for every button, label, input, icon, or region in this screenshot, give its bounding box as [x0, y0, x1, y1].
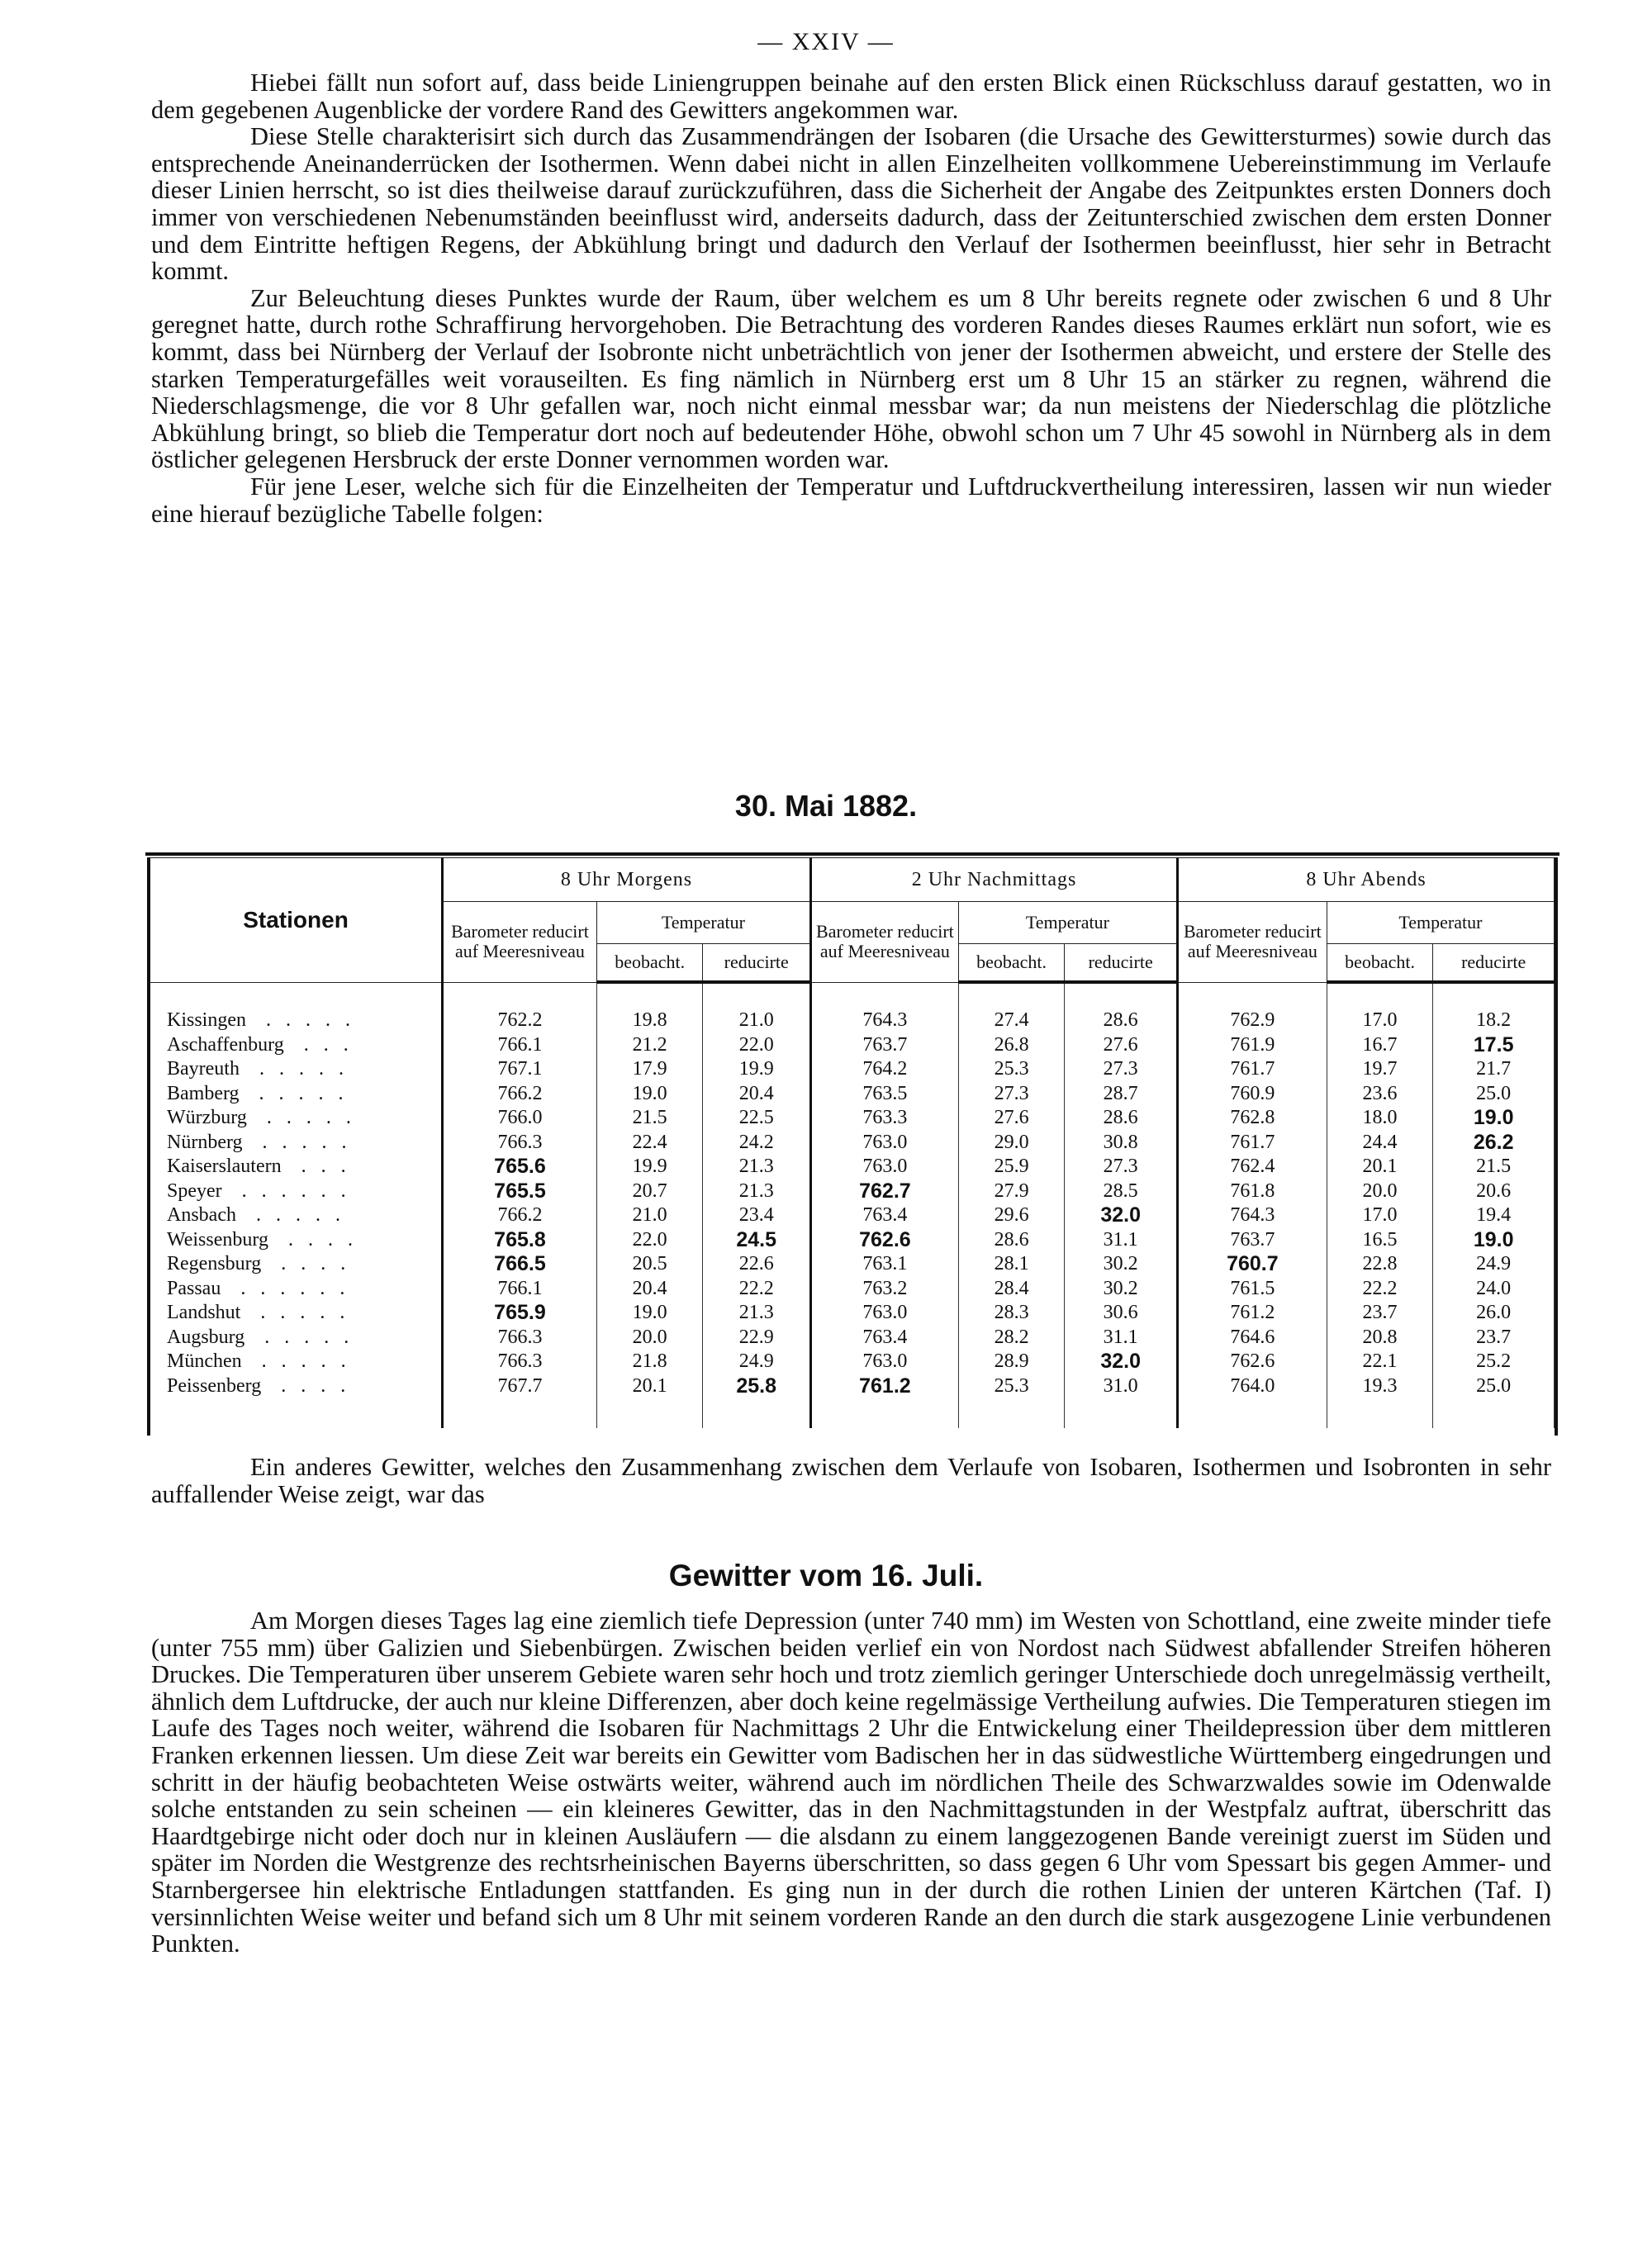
table-cell: 30.8 — [1065, 1131, 1178, 1156]
section-title: Gewitter vom 16. Juli. — [668, 1559, 984, 1592]
table-cell: 766.3 — [443, 1326, 597, 1350]
table-cell: 763.0 — [811, 1301, 959, 1326]
station-label: Bayreuth — [167, 1058, 240, 1080]
table-cell: 20.0 — [596, 1326, 703, 1350]
leader-dots: ... — [283, 1033, 363, 1056]
table-cell: 763.0 — [811, 1155, 959, 1179]
table-cell: 763.2 — [811, 1277, 959, 1302]
table-cell: 764.3 — [1177, 1203, 1327, 1228]
table-cell: 766.1 — [443, 1277, 597, 1302]
leader-dots: ..... — [242, 1131, 362, 1153]
table-body — [150, 982, 1555, 1428]
table-cell: 22.1 — [1327, 1350, 1433, 1374]
table-row — [150, 1179, 1555, 1204]
table-cell: 29.6 — [958, 1203, 1065, 1228]
leader-dots: .... — [268, 1228, 368, 1251]
station-name — [150, 1082, 443, 1107]
station-name — [150, 1326, 443, 1350]
table-cell: 24.9 — [703, 1350, 811, 1374]
table-cell: 17.5 — [1433, 1033, 1555, 1058]
table-cell: 28.3 — [958, 1301, 1065, 1326]
leader-dots: ..... — [235, 1204, 355, 1226]
table-cell: 28.4 — [958, 1277, 1065, 1302]
table-cell: 24.2 — [703, 1131, 811, 1156]
table-cell: 28.2 — [958, 1326, 1065, 1350]
leader-dots: ..... — [240, 1302, 360, 1323]
table-cell: 761.7 — [1177, 1057, 1327, 1082]
table-cell: 31.1 — [1065, 1326, 1178, 1350]
station-name — [150, 1277, 443, 1302]
table-cell: 22.0 — [596, 1228, 703, 1253]
table-cell: 762.6 — [1177, 1350, 1327, 1374]
table-cell: 767.1 — [443, 1057, 597, 1082]
barometer-header: Barometer reducirt auf Meeresniveau — [811, 902, 959, 983]
table-cell: 763.1 — [811, 1252, 959, 1277]
table-cell: 27.4 — [958, 1009, 1065, 1033]
table-row — [150, 1057, 1555, 1082]
station-label: Weissenburg — [167, 1228, 268, 1251]
station-name — [150, 1155, 443, 1179]
table-cell: 26.2 — [1433, 1131, 1555, 1156]
table-cell: 27.3 — [1065, 1155, 1178, 1179]
paragraph-3: Zur Beleuchtung dieses Punktes wurde der Raum, über welchem es um 8 Uhr bereits regnete oder zwischen 6 und 8 Uhr geregnet hatte, durch rothe Schraffirung hervorgehoben. Die Betrachtung des vorderen Randes dieses Raumes erklärt nun sofort, wie es kommt, dass bei Nürnberg der Verlauf der Isobronte nicht unbeträchtlich von jener der Isothermen abweicht, und erstere der Stelle des starken Temperaturgefälles weit vorauseilten. Es fing nämlich in Nürnberg erst um 8 Uhr 15 an stärker zu regnen, während die Niederschlagsmenge, die vor 8 Uhr gefallen war, noch nicht einmal messbar war; da nun meistens der Niederschlag die plötzliche Abkühlung bringt, so blieb die Temperatur dort noch auf bedeutender Höhe, obwohl schon um 7 Uhr 45 sowohl in Nürnberg als in dem östlicher gelegenen Hersbruck der erste Donner vernommen worden war. — [151, 283, 1551, 474]
table-cell: 764.0 — [1177, 1374, 1327, 1399]
table-cell: 762.9 — [1177, 1009, 1327, 1033]
table-cell: 30.6 — [1065, 1301, 1178, 1326]
table-cell: 17.0 — [1327, 1009, 1433, 1033]
station-label: Würzburg — [167, 1107, 247, 1128]
leader-dots: ..... — [239, 1082, 358, 1104]
table-title: 30. Mai 1882. — [734, 789, 918, 823]
paragraph-4: Für jene Leser, welche sich für die Einzelheiten der Temperatur und Luftdruckvertheilung interessiren, lassen wir nun wieder eine hierauf bezügliche Tabelle folgen: — [151, 472, 1551, 528]
station-label: Speyer — [167, 1179, 222, 1202]
table-cell: 27.3 — [958, 1082, 1065, 1107]
table-cell: 763.0 — [811, 1350, 959, 1374]
table-cell: 21.0 — [596, 1203, 703, 1228]
table-cell: 761.2 — [811, 1374, 959, 1399]
barometer-header: Barometer reducirt auf Meeresniveau — [443, 902, 597, 983]
table-cell: 20.1 — [596, 1374, 703, 1399]
table-row — [150, 1228, 1555, 1253]
leader-dots: ..... — [241, 1350, 361, 1372]
table-row — [150, 1033, 1555, 1058]
page-number: — XXIV — — [757, 28, 895, 55]
table-cell: 32.0 — [1065, 1203, 1178, 1228]
table-cell: 28.6 — [958, 1228, 1065, 1253]
table-cell: 25.2 — [1433, 1350, 1555, 1374]
table-cell: 22.8 — [1327, 1252, 1433, 1277]
table-row — [150, 1374, 1555, 1399]
temperatur-header: Temperatur — [596, 902, 810, 944]
table-cell: 19.7 — [1327, 1057, 1433, 1082]
table-cell: 767.7 — [443, 1374, 597, 1399]
leader-dots: .... — [261, 1253, 361, 1274]
table-cell: 17.9 — [596, 1057, 703, 1082]
table-cell: 25.9 — [958, 1155, 1065, 1179]
table-cell: 21.5 — [1433, 1155, 1555, 1179]
station-label: Kissingen — [167, 1009, 246, 1031]
table-cell: 19.9 — [703, 1057, 811, 1082]
weather-table — [147, 857, 1558, 1436]
table-cell: 17.0 — [1327, 1203, 1433, 1228]
table-row — [150, 1252, 1555, 1277]
section-text — [151, 1607, 1551, 1958]
table-cell: 21.3 — [703, 1155, 811, 1179]
table-row — [150, 1350, 1555, 1374]
paragraph-2: Diese Stelle charakterisirt sich durch das Zusammendrängen der Isobaren (die Ursache des Gewittersturmes) sowie durch das entsprechende Aneinanderrücken der Isothermen. Wenn dabei nicht in allen Einzelheiten vollkommene Uebereinstimmung im Verlaufe dieser Linien herrscht, so ist dies theilweise darauf zurückzuführen, dass die Sicherheit der Angabe des Zeitpunktes ersten Donners doch immer von verschiedenen Nebenumständen beeinflusst wird, anderseits dadurch, dass der Zeitunterschied zwischen dem ersten Donner und dem Eintritte heftigen Regens, der Abkühlung bringt und dadurch den Verlauf der Isothermen beeinflusst, hier sehr in Betracht kommt. — [151, 122, 1551, 286]
station-name — [150, 1301, 443, 1326]
table-cell: 761.5 — [1177, 1277, 1327, 1302]
table-cell: 21.0 — [703, 1009, 811, 1033]
table-cell: 763.0 — [811, 1131, 959, 1156]
table-cell: 765.9 — [443, 1301, 597, 1326]
after-table-text — [151, 1454, 1551, 1507]
table-cell: 763.3 — [811, 1106, 959, 1131]
table-cell: 760.9 — [1177, 1082, 1327, 1107]
table-cell: 761.8 — [1177, 1179, 1327, 1204]
beobacht-header: beobacht. — [596, 944, 703, 983]
table-cell: 765.6 — [443, 1155, 597, 1179]
table-cell: 23.7 — [1433, 1326, 1555, 1350]
table-cell: 20.5 — [596, 1252, 703, 1277]
table-cell: 28.9 — [958, 1350, 1065, 1374]
station-label: Passau — [167, 1277, 221, 1299]
temperatur-header: Temperatur — [958, 902, 1177, 944]
leader-dots: ...... — [221, 1179, 361, 1202]
table-cell: 32.0 — [1065, 1350, 1178, 1374]
beobacht-header: beobacht. — [958, 944, 1065, 983]
table-cell: 30.2 — [1065, 1277, 1178, 1302]
table-cell: 762.6 — [811, 1228, 959, 1253]
beobacht-header: beobacht. — [1327, 944, 1433, 983]
table-cell: 22.4 — [596, 1131, 703, 1156]
table-cell: 29.0 — [958, 1131, 1065, 1156]
table-row — [150, 1155, 1555, 1179]
station-label: München — [167, 1350, 242, 1372]
station-label: Regensburg — [167, 1253, 262, 1274]
table-cell: 765.5 — [443, 1179, 597, 1204]
group-header-nachmittags: 2 Uhr Nachmittags — [811, 858, 1178, 902]
table-cell: 19.0 — [596, 1082, 703, 1107]
leader-dots: .... — [261, 1374, 361, 1397]
table-cell: 762.2 — [443, 1009, 597, 1033]
station-name — [150, 1252, 443, 1277]
table-cell: 22.5 — [703, 1106, 811, 1131]
table-cell: 16.7 — [1327, 1033, 1433, 1058]
table-cell: 28.1 — [958, 1252, 1065, 1277]
table-cell: 764.6 — [1177, 1326, 1327, 1350]
station-label: Aschaffenburg — [167, 1033, 284, 1056]
table-cell: 25.3 — [958, 1374, 1065, 1399]
table-cell: 22.2 — [703, 1277, 811, 1302]
table-cell: 19.0 — [596, 1301, 703, 1326]
station-name — [150, 1203, 443, 1228]
leader-dots: ..... — [239, 1058, 358, 1080]
barometer-header: Barometer reducirt auf Meeresniveau — [1177, 902, 1327, 983]
table-cell: 766.2 — [443, 1203, 597, 1228]
table-cell: 20.4 — [703, 1082, 811, 1107]
table-cell: 19.0 — [1433, 1228, 1555, 1253]
station-label: Ansbach — [167, 1204, 236, 1226]
table-cell: 24.0 — [1433, 1277, 1555, 1302]
table-cell: 26.0 — [1433, 1301, 1555, 1326]
stationen-header: Stationen — [150, 858, 443, 983]
table-cell: 21.2 — [596, 1033, 703, 1058]
table-row — [150, 1203, 1555, 1228]
table-cell: 22.0 — [703, 1033, 811, 1058]
section-paragraph: Am Morgen dieses Tages lag eine ziemlich tiefe Depression (unter 740 mm) im Westen von Schottland, eine zweite minder tiefe (unter 755 mm) über Galizien und Siebenbürgen. Zwischen beiden verlief ein von Nordost nach Südwest abfallender Streifen höheren Druckes. Die Temperaturen über unserem Gebiete waren sehr hoch und trotz ziemlich geringer Unterschiede doch unregelmässig vertheilt, ähnlich dem Luftdrucke, der auch nur kleine Differenzen, aber doch keine regelmässige Vertheilung aufwies. Die Temperaturen stiegen im Laufe des Tages noch weiter, während die Isobaren für Nachmittags 2 Uhr die Entwickelung einer Theildepression über dem mittleren Franken erkennen liessen. Um diese Zeit war bereits ein Gewitter vom Badischen her in das südwestliche Württemberg eingedrungen und schritt in der häufig beobachteten Weise ostwärts weiter, während auch im nördlichen Theile des Schwarzwaldes sowie im Odenwalde solche entstanden zu sein scheinen — ein kleineres Gewitter, das in den Nachmittagstunden in der Westpfalz auftrat, überschritt das Haardtgebirge nicht oder doch nur in kleinen Ausläufern — die alsdann zu einem langgezogenen Bande vereinigt zuerst im Süden und später im Norden die Westgrenze des rechtsrheinischen Bayerns überschritten, so dass gegen 6 Uhr vom Spessart bis gegen Ammer- und Starnbergersee hin elektrische Entladungen stattfanden. Es ging nun in der durch die rothen Linien der unteren Kärtchen (Taf. I) versinnlichten Weise weiter und befand sich um 8 Uhr mit seinem vorderen Rande an den durch die stark ausgezogene Linie verbundenen Punkten. — [151, 1607, 1551, 1958]
reducirte-header: reducirte — [1065, 944, 1178, 983]
table-cell: 24.5 — [703, 1228, 811, 1253]
table-cell: 22.6 — [703, 1252, 811, 1277]
table-row — [150, 1131, 1555, 1156]
table-cell: 764.2 — [811, 1057, 959, 1082]
station-name — [150, 1009, 443, 1033]
table-cell: 16.5 — [1327, 1228, 1433, 1253]
station-label: Kaiserslautern — [167, 1156, 282, 1177]
table-cell: 766.3 — [443, 1350, 597, 1374]
table-cell: 23.6 — [1327, 1082, 1433, 1107]
table-cell: 31.0 — [1065, 1374, 1178, 1399]
paragraph-1: Hiebei fällt nun sofort auf, dass beide Liniengruppen beinahe auf den ersten Blick einen Rückschluss darauf gestatten, wo in dem gegebenen Augenblicke der vordere Rand des Gewitters angekommen war. — [151, 69, 1551, 124]
table-cell: 28.6 — [1065, 1009, 1178, 1033]
table-cell: 760.7 — [1177, 1252, 1327, 1277]
station-label: Augsburg — [167, 1326, 245, 1348]
table-cell: 22.9 — [703, 1326, 811, 1350]
table-cell: 25.0 — [1433, 1374, 1555, 1399]
table-cell: 28.7 — [1065, 1082, 1178, 1107]
leader-dots: ..... — [244, 1326, 364, 1348]
table-cell: 25.8 — [703, 1374, 811, 1399]
station-label: Bamberg — [167, 1082, 240, 1104]
table-row — [150, 1009, 1555, 1033]
group-header-abends: 8 Uhr Abends — [1177, 858, 1554, 902]
table-cell: 766.5 — [443, 1252, 597, 1277]
table-cell: 765.8 — [443, 1228, 597, 1253]
table-cell: 766.3 — [443, 1131, 597, 1156]
table-cell: 25.3 — [958, 1057, 1065, 1082]
reducirte-header: reducirte — [703, 944, 811, 983]
table-cell: 25.0 — [1433, 1082, 1555, 1107]
table-cell: 20.4 — [596, 1277, 703, 1302]
table-cell: 762.4 — [1177, 1155, 1327, 1179]
table-cell: 764.3 — [811, 1009, 959, 1033]
table-cell: 20.8 — [1327, 1326, 1433, 1350]
station-name — [150, 1057, 443, 1082]
table-cell: 761.2 — [1177, 1301, 1327, 1326]
table-cell: 761.9 — [1177, 1033, 1327, 1058]
reducirte-header: reducirte — [1433, 944, 1555, 983]
table-cell: 20.7 — [596, 1179, 703, 1204]
table-cell: 27.6 — [958, 1106, 1065, 1131]
leader-dots: ... — [281, 1156, 361, 1177]
table-cell: 20.0 — [1327, 1179, 1433, 1204]
table-cell: 21.8 — [596, 1350, 703, 1374]
table-cell: 18.0 — [1327, 1106, 1433, 1131]
table-cell: 27.3 — [1065, 1057, 1178, 1082]
table-cell: 763.4 — [811, 1203, 959, 1228]
after-table-paragraph: Ein anderes Gewitter, welches den Zusammenhang zwischen dem Verlaufe von Isobaren, Isothermen und Isobronten in sehr auffallender Weise zeigt, war das — [151, 1453, 1551, 1508]
table-cell: 762.8 — [1177, 1106, 1327, 1131]
table-cell: 30.2 — [1065, 1252, 1178, 1277]
table-cell: 18.2 — [1433, 1009, 1555, 1033]
table-cell: 27.9 — [958, 1179, 1065, 1204]
table-cell: 21.3 — [703, 1179, 811, 1204]
table-cell: 763.7 — [811, 1033, 959, 1058]
table-row — [150, 1106, 1555, 1131]
table-cell: 22.2 — [1327, 1277, 1433, 1302]
table-cell: 31.1 — [1065, 1228, 1178, 1253]
table-cell: 26.8 — [958, 1033, 1065, 1058]
table-cell: 28.5 — [1065, 1179, 1178, 1204]
table-cell: 21.5 — [596, 1106, 703, 1131]
table-cell: 766.0 — [443, 1106, 597, 1131]
table-cell: 27.6 — [1065, 1033, 1178, 1058]
table-cell: 19.8 — [596, 1009, 703, 1033]
table-cell: 23.7 — [1327, 1301, 1433, 1326]
table-cell: 19.9 — [596, 1155, 703, 1179]
leader-dots: ..... — [246, 1009, 365, 1031]
station-name — [150, 1131, 443, 1156]
station-name — [150, 1106, 443, 1131]
table-cell: 21.7 — [1433, 1057, 1555, 1082]
station-name — [150, 1350, 443, 1374]
leader-dots: ..... — [246, 1107, 366, 1128]
station-label: Landshut — [167, 1302, 241, 1323]
leader-dots: ...... — [221, 1277, 360, 1299]
intro-text — [151, 69, 1551, 527]
table-row — [150, 1301, 1555, 1326]
table-cell: 24.9 — [1433, 1252, 1555, 1277]
station-label: Nürnberg — [167, 1131, 243, 1153]
table-row — [150, 1082, 1555, 1107]
table-cell: 766.2 — [443, 1082, 597, 1107]
table-cell: 28.6 — [1065, 1106, 1178, 1131]
table-row — [150, 1277, 1555, 1302]
table-cell: 763.5 — [811, 1082, 959, 1107]
table-cell: 19.4 — [1433, 1203, 1555, 1228]
table-cell: 19.0 — [1433, 1106, 1555, 1131]
table-cell: 20.6 — [1433, 1179, 1555, 1204]
station-name — [150, 1179, 443, 1204]
table-row — [150, 1326, 1555, 1350]
station-name — [150, 1033, 443, 1058]
table-cell: 23.4 — [703, 1203, 811, 1228]
table-cell: 763.4 — [811, 1326, 959, 1350]
table-cell: 762.7 — [811, 1179, 959, 1204]
table-cell: 21.3 — [703, 1301, 811, 1326]
table-cell: 761.7 — [1177, 1131, 1327, 1156]
table-cell: 24.4 — [1327, 1131, 1433, 1156]
group-header-morgens: 8 Uhr Morgens — [443, 858, 811, 902]
station-name — [150, 1228, 443, 1253]
data-table — [150, 857, 1555, 1428]
table-cell: 766.1 — [443, 1033, 597, 1058]
table-cell: 20.1 — [1327, 1155, 1433, 1179]
station-label: Peissenberg — [167, 1374, 262, 1397]
table-cell: 763.7 — [1177, 1228, 1327, 1253]
station-name — [150, 1374, 443, 1399]
temperatur-header: Temperatur — [1327, 902, 1554, 944]
table-cell: 19.3 — [1327, 1374, 1433, 1399]
